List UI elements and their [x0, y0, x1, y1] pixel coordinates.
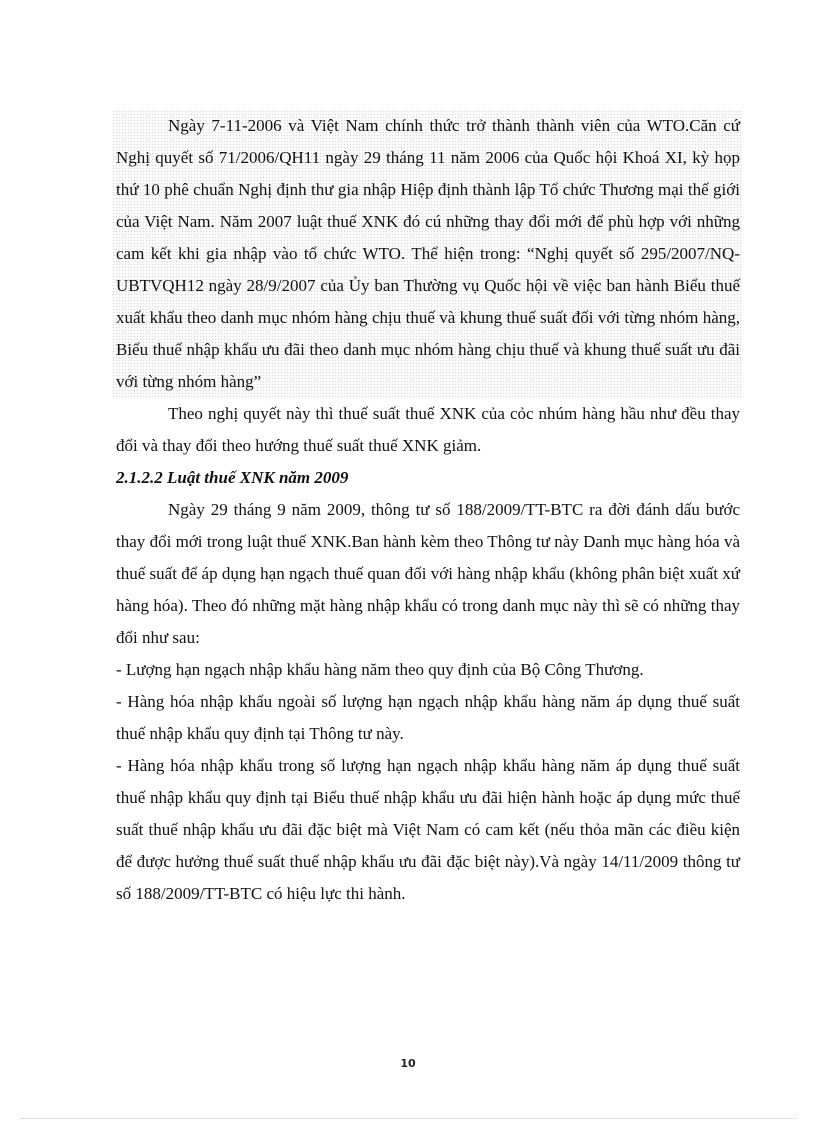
section-heading: 2.1.2.2 Luật thuế XNK năm 2009	[116, 468, 349, 487]
paragraph-circular-188: Ngày 29 tháng 9 năm 2009, thông tư số 188/2009/TT-BTC ra đời đánh dấu bước thay đổi mới trong luật thuế XNK.Ban hành kèm theo Thông tư này Danh mục hàng hóa và thuế suất để áp dụng hạn ngạch thuế quan đối với hàng nhập khẩu (không phân biệt xuất xứ hàng hóa). Theo đó những mặt hàng nhập khẩu có trong danh mục này thì sẽ có những thay đổi như sau:	[116, 500, 740, 647]
bullet-quota-volume: - Lượng hạn ngạch nhập khẩu hàng năm theo quy định của Bộ Công Thương.	[116, 660, 644, 679]
page-number: 10	[400, 1057, 416, 1070]
page-bottom-divider	[20, 1118, 796, 1119]
bullet-outside-quota: - Hàng hóa nhập khẩu ngoài số lượng hạn ngạch nhập khẩu hàng năm áp dụng thuế suất thuế nhập khẩu quy định tại Thông tư này.	[116, 692, 740, 743]
paragraph-wto-accession: Ngày 7-11-2006 và Việt Nam chính thức trở thành thành viên của WTO.Căn cứ Nghị quyết số 71/2006/QH11 ngày 29 tháng 11 năm 2006 của Quốc hội Khoá XI, kỳ họp thứ 10 phê chuẩn Nghị định thư gia nhập Hiệp định thành lập Tổ chức Thương mại thế giới của Việt Nam. Năm 2007 luật thuế XNK đó cú những thay đổi mới để phù hợp với những cam kết khi gia nhập vào tổ chức WTO. Thể hiện trong: “Nghị quyết số 295/2007/NQ-UBTVQH12 ngày 28/9/2007 của Ủy ban Thường vụ Quốc hội về việc ban hành Biểu thuế xuất khẩu theo danh mục nhóm hàng chịu thuế và khung thuế suất đối với từng nhóm hàng, Biểu thuế nhập khẩu ưu đãi theo danh mục nhóm hàng chịu thuế và khung thuế suất ưu đãi với từng nhóm hàng”	[112, 110, 742, 398]
paragraph-resolution-effect: Theo nghị quyết này thì thuế suất thuế XNK của cỏc nhúm hàng hầu như đều thay đổi và thay đổi theo hướng thuế suất thuế XNK giảm.	[116, 404, 740, 455]
bullet-within-quota: - Hàng hóa nhập khẩu trong số lượng hạn ngạch nhập khẩu hàng năm áp dụng thuế suất thuế nhập khẩu quy định tại Biểu thuế nhập khẩu ưu đãi hiện hành hoặc áp dụng mức thuế suất thuế nhập khẩu ưu đãi đặc biệt mà Việt Nam có cam kết (nếu thỏa mãn các điều kiện để được hưởng thuế suất thuế nhập khẩu ưu đãi đặc biệt này).Và ngày 14/11/2009 thông tư số 188/2009/TT-BTC có hiệu lực thi hành.	[116, 756, 740, 903]
body-text	[116, 110, 740, 910]
